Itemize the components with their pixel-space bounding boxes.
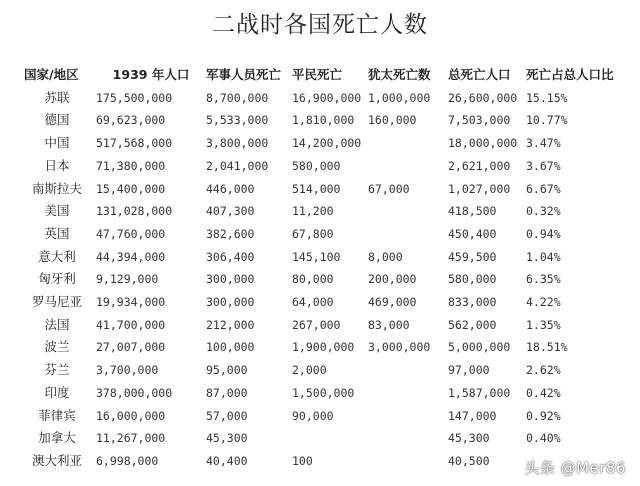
cell-total-deaths: 45,300 (448, 431, 490, 446)
cell-population-1939: 44,394,000 (96, 249, 166, 264)
cell-total-deaths: 40,500 (448, 453, 490, 468)
cell-jewish-deaths: 8,000 (368, 249, 403, 264)
cell-jewish-deaths: 160,000 (368, 113, 417, 128)
cell-population-1939: 175,500,000 (96, 90, 173, 105)
table-row (24, 155, 616, 178)
header-total-deaths: 总死亡人口 (448, 67, 511, 82)
cell-country: 法国 (44, 316, 70, 332)
cell-death-ratio: 10.77% (526, 113, 568, 128)
cell-death-ratio: 1.04% (526, 249, 561, 264)
cell-civilian-deaths: 145,100 (292, 249, 341, 264)
table-body (24, 87, 616, 473)
cell-military-deaths: 95,000 (206, 363, 248, 378)
cell-population-1939: 71,380,000 (96, 158, 166, 173)
cell-jewish-deaths (368, 382, 448, 405)
cell-civilian-deaths: 1,500,000 (292, 385, 355, 400)
cell-civilian-deaths: 11,200 (292, 204, 334, 219)
cell-military-deaths: 5,533,000 (206, 113, 269, 128)
cell-total-deaths: 1,027,000 (448, 181, 511, 196)
cell-country: 芬兰 (44, 362, 70, 378)
cell-jewish-deaths (368, 155, 448, 178)
cell-civilian-deaths: 1,810,000 (292, 113, 355, 128)
table-row (24, 314, 616, 337)
header-jewish-deaths: 犹太死亡数 (368, 67, 431, 82)
cell-civilian-deaths: 14,200,000 (292, 136, 362, 151)
cell-jewish-deaths: 3,000,000 (368, 340, 431, 355)
cell-jewish-deaths (368, 200, 448, 223)
cell-jewish-deaths: 83,000 (368, 317, 410, 332)
cell-population-1939: 9,129,000 (96, 272, 159, 287)
cell-country: 罗马尼亚 (31, 294, 82, 310)
table-row (24, 132, 616, 155)
cell-death-ratio: 0.40% (526, 431, 561, 446)
cell-total-deaths: 97,000 (448, 363, 490, 378)
cell-death-ratio: 2.62% (526, 363, 561, 378)
cell-military-deaths: 87,000 (206, 385, 248, 400)
cell-population-1939: 6,998,000 (96, 453, 159, 468)
cell-country: 英国 (44, 225, 70, 241)
table-row (24, 268, 616, 291)
cell-civilian-deaths: 1,900,000 (292, 340, 355, 355)
table-row (24, 427, 616, 450)
cell-military-deaths: 8,700,000 (206, 90, 269, 105)
cell-civilian-deaths: 267,000 (292, 317, 341, 332)
casualty-table (24, 64, 616, 473)
cell-jewish-deaths: 67,000 (368, 181, 410, 196)
cell-country: 匈牙利 (38, 271, 76, 287)
cell-country: 澳大利亚 (31, 452, 82, 468)
header-country: 国家/地区 (24, 67, 79, 82)
cell-total-deaths: 147,000 (448, 408, 497, 423)
cell-death-ratio: 0.94% (526, 226, 561, 241)
cell-military-deaths: 40,400 (206, 453, 248, 468)
table-row (24, 246, 616, 269)
header-population-1939: 1939 年人口 (112, 67, 190, 82)
header-civilian-deaths: 平民死亡 (292, 67, 343, 82)
cell-civilian-deaths: 16,900,000 (292, 90, 362, 105)
cell-population-1939: 11,267,000 (96, 431, 166, 446)
page-title: 二战时各国死亡人数 (212, 12, 428, 38)
cell-jewish-deaths (368, 427, 448, 450)
cell-death-ratio: 6.35% (526, 272, 561, 287)
cell-military-deaths: 300,000 (206, 272, 255, 287)
cell-population-1939: 378,000,000 (96, 385, 173, 400)
cell-military-deaths: 212,000 (206, 317, 255, 332)
cell-death-ratio: 0.92% (526, 408, 561, 423)
cell-population-1939: 41,700,000 (96, 317, 166, 332)
cell-civilian-deaths: 90,000 (292, 408, 334, 423)
cell-population-1939: 517,568,000 (96, 136, 173, 151)
cell-country: 美国 (44, 203, 70, 219)
table-row (24, 223, 616, 246)
cell-jewish-deaths (368, 132, 448, 155)
cell-civilian-deaths: 580,000 (292, 158, 341, 173)
cell-population-1939: 47,760,000 (96, 226, 166, 241)
cell-death-ratio: 0.32% (526, 204, 561, 219)
cell-jewish-deaths (368, 223, 448, 246)
cell-country: 南斯拉夫 (31, 180, 82, 196)
table-row (24, 291, 616, 314)
cell-population-1939: 3,700,000 (96, 363, 159, 378)
cell-total-deaths: 580,000 (448, 272, 497, 287)
cell-total-deaths: 1,587,000 (448, 385, 511, 400)
cell-country: 中国 (44, 135, 70, 151)
cell-military-deaths: 382,600 (206, 226, 255, 241)
source-watermark: 头条 @Mer86 (524, 459, 626, 477)
cell-military-deaths: 3,800,000 (206, 136, 269, 151)
cell-total-deaths: 562,000 (448, 317, 497, 332)
cell-country: 日本 (44, 157, 70, 173)
cell-military-deaths: 446,000 (206, 181, 255, 196)
cell-death-ratio: 6.67% (526, 181, 561, 196)
cell-death-ratio: 15.15% (526, 90, 568, 105)
cell-country: 菲律宾 (38, 407, 76, 423)
cell-civilian-deaths: 64,000 (292, 295, 334, 310)
cell-military-deaths: 300,000 (206, 295, 255, 310)
cell-death-ratio: 3.47% (526, 136, 561, 151)
cell-population-1939: 131,028,000 (96, 204, 173, 219)
cell-civilian-deaths (292, 427, 368, 450)
cell-total-deaths: 459,500 (448, 249, 497, 264)
cell-civilian-deaths: 514,000 (292, 181, 341, 196)
table-row (24, 87, 616, 110)
cell-civilian-deaths: 80,000 (292, 272, 334, 287)
cell-country: 德国 (44, 112, 70, 128)
cell-country: 苏联 (44, 89, 70, 105)
cell-death-ratio: 4.22% (526, 295, 561, 310)
cell-country: 加拿大 (38, 430, 76, 446)
table-row (24, 359, 616, 382)
cell-total-deaths: 833,000 (448, 295, 497, 310)
cell-death-ratio: 3.67% (526, 158, 561, 173)
table-row (24, 109, 616, 132)
cell-jewish-deaths (368, 359, 448, 382)
cell-jewish-deaths (368, 450, 448, 473)
cell-jewish-deaths: 200,000 (368, 272, 417, 287)
cell-total-deaths: 7,503,000 (448, 113, 511, 128)
cell-total-deaths: 18,000,000 (448, 136, 518, 151)
cell-military-deaths: 100,000 (206, 340, 255, 355)
cell-jewish-deaths (368, 405, 448, 428)
cell-population-1939: 16,000,000 (96, 408, 166, 423)
cell-jewish-deaths: 1,000,000 (368, 90, 431, 105)
cell-civilian-deaths: 100 (292, 453, 313, 468)
cell-population-1939: 19,934,000 (96, 295, 166, 310)
header-military-deaths: 军事人员死亡 (206, 67, 282, 82)
table-row (24, 382, 616, 405)
cell-military-deaths: 407,300 (206, 204, 255, 219)
cell-death-ratio: 1.35% (526, 317, 561, 332)
table-row (24, 178, 616, 201)
cell-total-deaths: 450,400 (448, 226, 497, 241)
cell-population-1939: 69,623,000 (96, 113, 166, 128)
cell-total-deaths: 26,600,000 (448, 90, 518, 105)
cell-civilian-deaths: 2,000 (292, 363, 327, 378)
cell-death-ratio: 0.42% (526, 385, 561, 400)
cell-jewish-deaths: 469,000 (368, 295, 417, 310)
cell-total-deaths: 5,000,000 (448, 340, 511, 355)
table-header-row (24, 64, 616, 87)
cell-military-deaths: 45,300 (206, 431, 248, 446)
cell-military-deaths: 2,041,000 (206, 158, 269, 173)
cell-total-deaths: 2,621,000 (448, 158, 511, 173)
table-row (24, 336, 616, 359)
cell-country: 意大利 (38, 248, 76, 264)
cell-death-ratio: 18.51% (526, 340, 568, 355)
header-death-ratio: 死亡占总人口比 (526, 67, 614, 82)
cell-civilian-deaths: 67,800 (292, 226, 334, 241)
cell-military-deaths: 57,000 (206, 408, 248, 423)
cell-population-1939: 27,007,000 (96, 340, 166, 355)
cell-total-deaths: 418,500 (448, 204, 497, 219)
cell-country: 波兰 (44, 339, 70, 355)
table-row (24, 200, 616, 223)
cell-population-1939: 15,400,000 (96, 181, 166, 196)
cell-military-deaths: 306,400 (206, 249, 255, 264)
cell-country: 印度 (44, 384, 70, 400)
table-row (24, 405, 616, 428)
